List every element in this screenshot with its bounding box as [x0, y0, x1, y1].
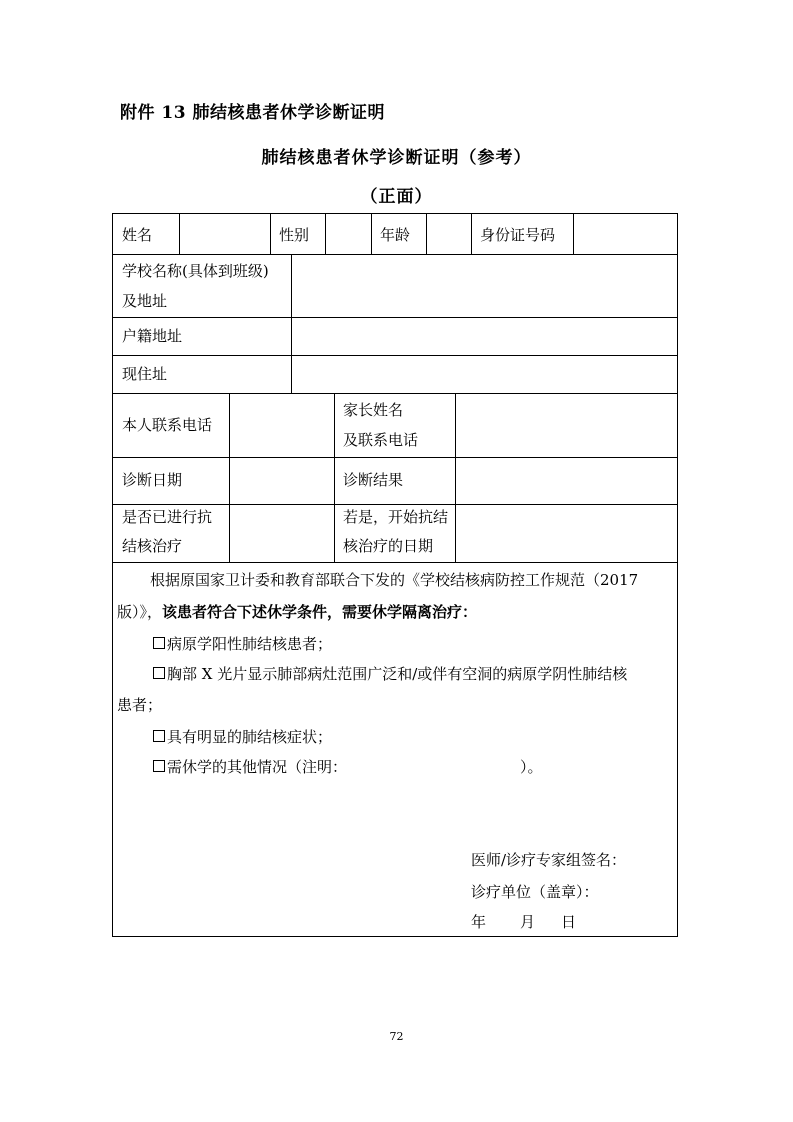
row-divider	[113, 254, 677, 255]
col-divider	[455, 393, 456, 562]
treat-start-label-line2: 核治疗的日期	[343, 537, 434, 555]
col-divider	[179, 214, 180, 254]
col-divider	[229, 393, 230, 562]
attachment-title: 附件 13 肺结核患者休学诊断证明	[120, 103, 385, 123]
day-label: 日	[561, 913, 577, 931]
treat-start-label-line1: 若是，开始抗结	[343, 508, 449, 526]
option-4-close: ）。	[520, 758, 543, 776]
statement-line-1: 根据原国家卫计委和教育部联合下发的《学校结核病防控工作规范（2017	[150, 571, 639, 589]
doctor-signature-label: 医师/诊疗专家组签名：	[471, 851, 627, 869]
option-3: 具有明显的肺结核症状；	[153, 727, 332, 747]
age-label: 年龄	[380, 226, 411, 244]
col-divider	[573, 214, 574, 254]
statement-bold-text: 该患者符合下述休学条件，需要休学隔离治疗：	[162, 603, 478, 621]
checkbox[interactable]	[153, 760, 165, 772]
statement-normal-text: 版）》，	[117, 603, 163, 621]
checkbox[interactable]	[153, 637, 165, 649]
col-divider	[426, 214, 427, 254]
parent-label-line1: 家长姓名	[343, 401, 404, 419]
treated-label-line2: 结核治疗	[122, 537, 183, 555]
row-divider	[113, 317, 677, 318]
diagnosis-form	[112, 213, 678, 937]
option-2-continued: 患者；	[117, 696, 163, 714]
diagnosis-result-label: 诊断结果	[343, 471, 404, 489]
col-divider	[371, 214, 372, 254]
col-divider	[334, 393, 335, 562]
row-divider	[113, 355, 677, 356]
school-label-line2: 及地址	[122, 292, 168, 310]
school-label-line1: 学校名称(具体到班级)	[122, 262, 269, 280]
col-divider	[471, 214, 472, 254]
col-divider	[325, 214, 326, 254]
front-side-label: （正面）	[360, 187, 433, 207]
diagnosis-date-label: 诊断日期	[122, 471, 183, 489]
row-divider	[113, 562, 677, 563]
document-title: 肺结核患者休学诊断证明（参考）	[261, 148, 532, 168]
unit-stamp-label: 诊疗单位（盖章）：	[471, 883, 599, 901]
statement-line-2	[117, 602, 477, 622]
id-number-label: 身份证号码	[480, 226, 556, 244]
col-divider	[291, 254, 292, 393]
option-1: 病原学阳性肺结核患者；	[153, 634, 332, 654]
residence-address-label: 现住址	[122, 365, 168, 383]
row-divider	[113, 457, 677, 458]
treated-label-line1: 是否已进行抗	[122, 508, 213, 526]
col-divider	[270, 214, 271, 254]
checkbox[interactable]	[153, 730, 165, 742]
row-divider	[113, 504, 677, 505]
option-4: 需休学的其他情况（注明：	[153, 757, 347, 777]
checkbox[interactable]	[153, 667, 165, 679]
parent-label-line2: 及联系电话	[343, 431, 419, 449]
name-label: 姓名	[122, 226, 153, 244]
gender-label: 性别	[279, 226, 310, 244]
year-label: 年	[471, 913, 487, 931]
household-address-label: 户籍地址	[122, 327, 183, 345]
month-label: 月	[520, 913, 536, 931]
phone-label: 本人联系电话	[122, 416, 213, 434]
page-number: 72	[389, 1030, 404, 1043]
option-2: 胸部 X 光片显示肺部病灶范围广泛和/或伴有空洞的病原学阴性肺结核	[153, 664, 627, 684]
row-divider	[113, 393, 677, 394]
